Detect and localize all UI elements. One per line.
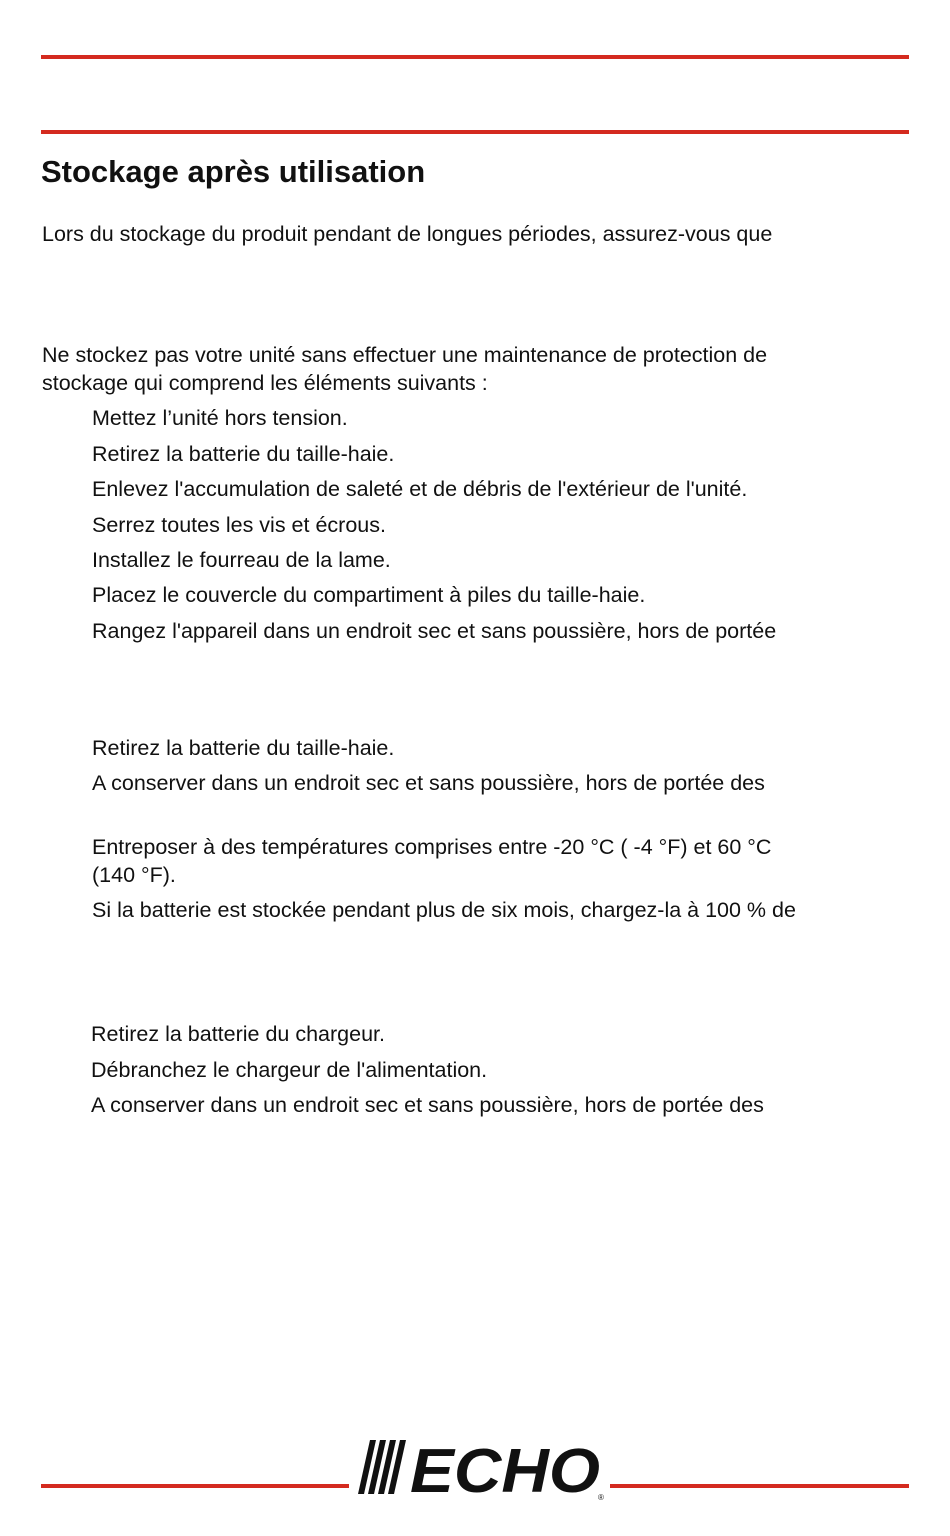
list-item: Installez le fourreau de la lame. <box>92 548 391 572</box>
list-item: Si la batterie est stockée pendant plus de six mois, chargez-la à 100 % de <box>92 898 796 922</box>
list-item: A conserver dans un endroit sec et sans poussière, hors de portée des <box>91 1093 764 1117</box>
list-item: Mettez l’unité hors tension. <box>92 406 348 430</box>
list-item: Retirez la batterie du taille-haie. <box>92 442 395 466</box>
list-item: Rangez l'appareil dans un endroit sec et sans poussière, hors de portée <box>92 619 777 643</box>
list-item: (140 °F). <box>92 863 176 887</box>
svg-text:ECHO: ECHO <box>410 1437 600 1502</box>
top-divider <box>41 55 909 59</box>
list-item: Serrez toutes les vis et écrous. <box>92 513 386 537</box>
list-item: Retirez la batterie du taille-haie. <box>92 736 395 760</box>
footer-divider-left <box>41 1484 349 1488</box>
list-item: Enlevez l'accumulation de saleté et de débris de l'extérieur de l'unité. <box>92 477 748 501</box>
section-divider <box>41 130 909 134</box>
paragraph-line-1: Ne stockez pas votre unité sans effectuer une maintenance de protection de <box>42 343 768 367</box>
echo-logo <box>352 1436 612 1502</box>
list-item: A conserver dans un endroit sec et sans poussière, hors de portée des <box>92 771 765 795</box>
section-title: Stockage après utilisation <box>41 154 426 189</box>
list-item: Entreposer à des températures comprises entre -20 °C ( -4 °F) et 60 °C <box>92 835 772 859</box>
list-item: Placez le couvercle du compartiment à piles du taille-haie. <box>92 583 646 607</box>
intro-text: Lors du stockage du produit pendant de longues périodes, assurez-vous que <box>42 222 773 246</box>
footer-divider-right <box>610 1484 909 1488</box>
list-item: Retirez la batterie du chargeur. <box>91 1022 385 1046</box>
list-item: Débranchez le chargeur de l'alimentation. <box>91 1058 488 1082</box>
svg-text:®: ® <box>598 1493 604 1502</box>
paragraph-line-2: stockage qui comprend les éléments suivants : <box>42 371 488 395</box>
